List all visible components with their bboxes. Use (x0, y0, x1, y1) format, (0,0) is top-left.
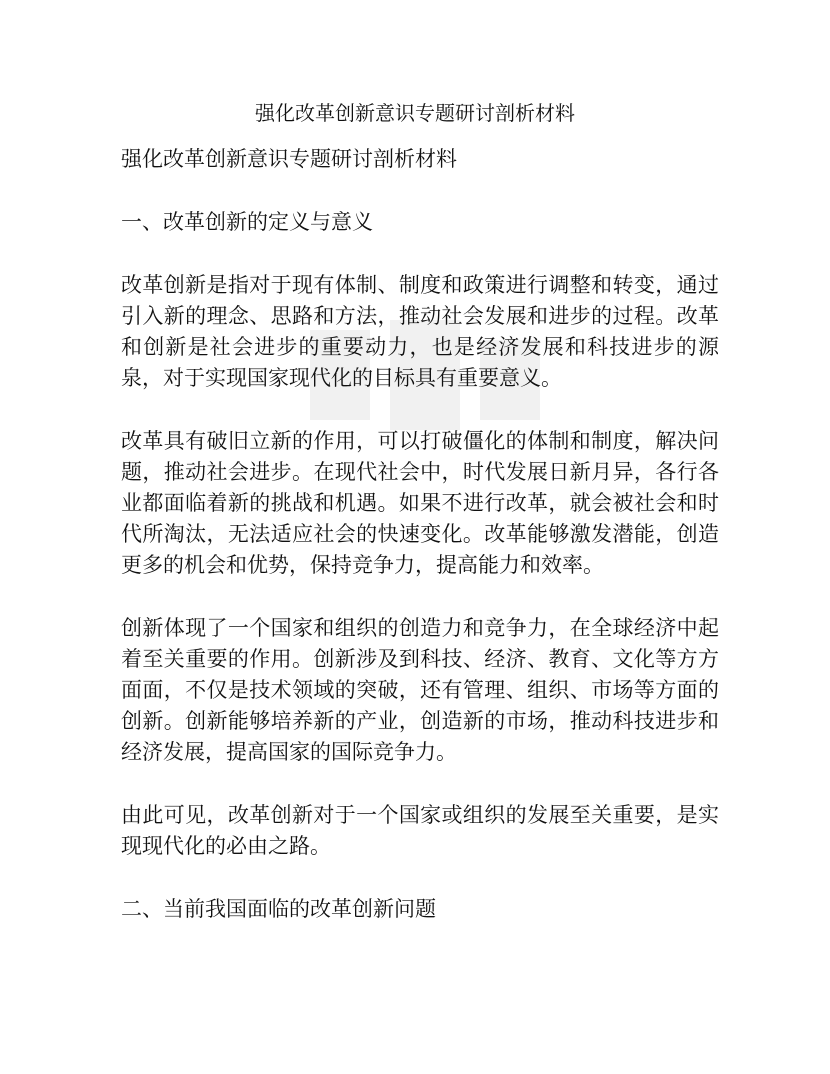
paragraph-4: 由此可见，改革创新对于一个国家或组织的发展至关重要，是实现现代化的必由之路。 (121, 803, 719, 858)
page-title: 强化改革创新意识专题研讨剖析材料 (255, 101, 575, 125)
section-heading-1: 一、改革创新的定义与意义 (121, 210, 373, 234)
document-subtitle: 强化改革创新意识专题研讨剖析材料 (121, 147, 457, 171)
paragraph-3: 创新体现了一个国家和组织的创造力和竞争力，在全球经济中起着至关重要的作用。创新涉及到科技、经济、教育、文化等方方面面，不仅是技术领域的突破，还有管理、组织、市场等方面的创新。创新能够培养新的产业，创造新的市场，推动科技进步和经济发展，提高国家的国际竞争力。 (121, 616, 719, 764)
section-heading-2: 二、当前我国面临的改革创新问题 (121, 897, 436, 921)
paragraph-1: 改革创新是指对于现有体制、制度和政策进行调整和转变，通过引入新的理念、思路和方法，推动社会发展和进步的过程。改革和创新是社会进步的重要动力，也是经济发展和科技进步的源泉，对于实现国家现代化的目标具有重要意义。 (121, 273, 719, 390)
paragraph-2: 改革具有破旧立新的作用，可以打破僵化的体制和制度，解决问题，推动社会进步。在现代社会中，时代发展日新月异，各行各业都面临着新的挑战和机遇。如果不进行改革，就会被社会和时代所淘汰，无法适应社会的快速变化。改革能够激发潜能，创造更多的机会和优势，保持竞争力，提高能力和效率。 (121, 429, 719, 577)
document-body (121, 144, 719, 925)
